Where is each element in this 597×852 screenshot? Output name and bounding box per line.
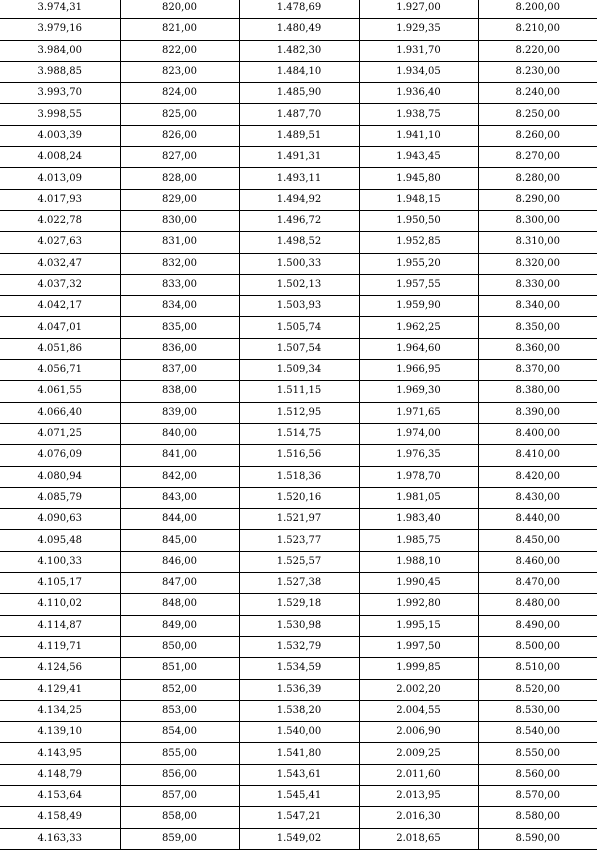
- table-cell: 1.945,80: [359, 168, 478, 189]
- table-row: [0, 445, 597, 466]
- table-row: [0, 61, 597, 82]
- table-cell: 1.521,97: [239, 509, 359, 530]
- table-cell: 1.934,05: [359, 61, 478, 82]
- table-cell: 829,00: [120, 189, 239, 210]
- table-row: [0, 40, 597, 61]
- table-cell: 2.004,55: [359, 700, 478, 721]
- table-cell: 826,00: [120, 125, 239, 146]
- table-cell: 4.143,95: [0, 743, 120, 764]
- table-cell: 1.527,38: [239, 573, 359, 594]
- table-row: [0, 360, 597, 381]
- table-cell: 1.992,80: [359, 594, 478, 615]
- table-cell: 8.230,00: [478, 61, 597, 82]
- table-cell: 4.153,64: [0, 785, 120, 806]
- table-cell: 1.509,34: [239, 360, 359, 381]
- table-row: [0, 253, 597, 274]
- table-row: [0, 189, 597, 210]
- table-cell: 4.017,93: [0, 189, 120, 210]
- table-cell: 8.290,00: [478, 189, 597, 210]
- table-cell: 1.950,50: [359, 210, 478, 231]
- table-row: [0, 487, 597, 508]
- table-row: [0, 83, 597, 104]
- table-cell: 1.541,80: [239, 743, 359, 764]
- table-cell: 840,00: [120, 423, 239, 444]
- table-cell: 835,00: [120, 317, 239, 338]
- table-cell: 8.460,00: [478, 551, 597, 572]
- table-cell: 1.518,36: [239, 466, 359, 487]
- table-cell: 832,00: [120, 253, 239, 274]
- table-row: [0, 210, 597, 231]
- table-row: [0, 636, 597, 657]
- table-cell: 849,00: [120, 615, 239, 636]
- table-cell: 854,00: [120, 722, 239, 743]
- table-row: [0, 658, 597, 679]
- table-cell: 4.129,41: [0, 679, 120, 700]
- table-cell: 3.998,55: [0, 104, 120, 125]
- table-cell: 1.496,72: [239, 210, 359, 231]
- table-cell: 8.450,00: [478, 530, 597, 551]
- table-cell: 1.545,41: [239, 785, 359, 806]
- table-row: [0, 232, 597, 253]
- table-cell: 8.440,00: [478, 509, 597, 530]
- table-cell: 1.941,10: [359, 125, 478, 146]
- table-cell: 3.993,70: [0, 83, 120, 104]
- table-row: [0, 828, 597, 849]
- table-row: [0, 296, 597, 317]
- table-cell: 8.360,00: [478, 338, 597, 359]
- table-cell: 850,00: [120, 636, 239, 657]
- table-row: [0, 509, 597, 530]
- table-cell: 834,00: [120, 296, 239, 317]
- table-row: [0, 785, 597, 806]
- table-cell: 8.490,00: [478, 615, 597, 636]
- table-cell: 851,00: [120, 658, 239, 679]
- table-cell: 1.959,90: [359, 296, 478, 317]
- table-row: [0, 402, 597, 423]
- table-cell: 1.983,40: [359, 509, 478, 530]
- table-cell: 8.260,00: [478, 125, 597, 146]
- table-row: [0, 381, 597, 402]
- table-cell: 8.430,00: [478, 487, 597, 508]
- table-cell: 2.009,25: [359, 743, 478, 764]
- table-cell: 845,00: [120, 530, 239, 551]
- table-cell: 2.006,90: [359, 722, 478, 743]
- table-cell: 8.480,00: [478, 594, 597, 615]
- table-cell: 1.948,15: [359, 189, 478, 210]
- table-row: [0, 551, 597, 572]
- table-cell: 1.929,35: [359, 19, 478, 40]
- table-cell: 4.042,17: [0, 296, 120, 317]
- table-cell: 8.370,00: [478, 360, 597, 381]
- table-cell: 1.493,11: [239, 168, 359, 189]
- table-cell: 1.505,74: [239, 317, 359, 338]
- table-cell: 1.931,70: [359, 40, 478, 61]
- table-row: [0, 466, 597, 487]
- table-cell: 1.971,65: [359, 402, 478, 423]
- table-cell: 848,00: [120, 594, 239, 615]
- table-cell: 1.927,00: [359, 0, 478, 19]
- table-cell: 821,00: [120, 19, 239, 40]
- table-row: [0, 104, 597, 125]
- table-row: [0, 573, 597, 594]
- table-row: [0, 338, 597, 359]
- table-cell: 823,00: [120, 61, 239, 82]
- table-cell: 4.032,47: [0, 253, 120, 274]
- table-cell: 4.008,24: [0, 147, 120, 168]
- table-cell: 4.027,63: [0, 232, 120, 253]
- table-cell: 1.955,20: [359, 253, 478, 274]
- table-cell: 4.056,71: [0, 360, 120, 381]
- table-row: [0, 530, 597, 551]
- table-cell: 1.512,95: [239, 402, 359, 423]
- table-cell: 8.380,00: [478, 381, 597, 402]
- table-cell: 1.525,57: [239, 551, 359, 572]
- table-cell: 852,00: [120, 679, 239, 700]
- table-cell: 4.085,79: [0, 487, 120, 508]
- table-cell: 8.410,00: [478, 445, 597, 466]
- table-cell: 4.100,33: [0, 551, 120, 572]
- table-cell: 1.952,85: [359, 232, 478, 253]
- table-cell: 8.220,00: [478, 40, 597, 61]
- table-cell: 1.530,98: [239, 615, 359, 636]
- table-cell: 8.390,00: [478, 402, 597, 423]
- table-cell: 4.148,79: [0, 764, 120, 785]
- table-cell: 1.478,69: [239, 0, 359, 19]
- table-cell: 833,00: [120, 274, 239, 295]
- table-cell: 1.978,70: [359, 466, 478, 487]
- table-cell: 827,00: [120, 147, 239, 168]
- table-cell: 1.534,59: [239, 658, 359, 679]
- table-cell: 8.420,00: [478, 466, 597, 487]
- table-cell: 4.090,63: [0, 509, 120, 530]
- table-cell: 1.938,75: [359, 104, 478, 125]
- table-row: [0, 615, 597, 636]
- table-cell: 1.997,50: [359, 636, 478, 657]
- table-cell: 4.119,71: [0, 636, 120, 657]
- table-cell: 8.270,00: [478, 147, 597, 168]
- table-cell: 8.240,00: [478, 83, 597, 104]
- table-cell: 856,00: [120, 764, 239, 785]
- table-cell: 1.536,39: [239, 679, 359, 700]
- table-cell: 1.520,16: [239, 487, 359, 508]
- table-row: [0, 722, 597, 743]
- table-cell: 4.066,40: [0, 402, 120, 423]
- table-cell: 4.080,94: [0, 466, 120, 487]
- table-cell: 822,00: [120, 40, 239, 61]
- table-cell: 1.503,93: [239, 296, 359, 317]
- table-cell: 837,00: [120, 360, 239, 381]
- table-cell: 4.013,09: [0, 168, 120, 189]
- table-cell: 838,00: [120, 381, 239, 402]
- table-cell: 1.491,31: [239, 147, 359, 168]
- table-row: [0, 168, 597, 189]
- table-cell: 4.134,25: [0, 700, 120, 721]
- table-cell: 4.076,09: [0, 445, 120, 466]
- table-cell: 1.943,45: [359, 147, 478, 168]
- table-row: [0, 764, 597, 785]
- table-cell: 2.011,60: [359, 764, 478, 785]
- table-cell: 8.210,00: [478, 19, 597, 40]
- table-cell: 1.957,55: [359, 274, 478, 295]
- table-cell: 859,00: [120, 828, 239, 849]
- table-cell: 8.550,00: [478, 743, 597, 764]
- table-cell: 836,00: [120, 338, 239, 359]
- table-cell: 8.590,00: [478, 828, 597, 849]
- table-cell: 8.320,00: [478, 253, 597, 274]
- table-cell: 828,00: [120, 168, 239, 189]
- table-cell: 4.047,01: [0, 317, 120, 338]
- table-cell: 2.016,30: [359, 807, 478, 828]
- table-cell: 1.532,79: [239, 636, 359, 657]
- table-cell: 1.514,75: [239, 423, 359, 444]
- table-cell: 2.018,65: [359, 828, 478, 849]
- table-cell: 8.570,00: [478, 785, 597, 806]
- table-cell: 1.981,05: [359, 487, 478, 508]
- table-cell: 1.543,61: [239, 764, 359, 785]
- table-cell: 4.037,32: [0, 274, 120, 295]
- table-cell: 4.061,55: [0, 381, 120, 402]
- table-cell: 4.095,48: [0, 530, 120, 551]
- table-cell: 1.974,00: [359, 423, 478, 444]
- table-cell: 8.300,00: [478, 210, 597, 231]
- table-cell: 1.538,20: [239, 700, 359, 721]
- table-cell: 8.350,00: [478, 317, 597, 338]
- table-cell: 844,00: [120, 509, 239, 530]
- table-cell: 1.976,35: [359, 445, 478, 466]
- table-cell: 1.529,18: [239, 594, 359, 615]
- table-cell: 2.013,95: [359, 785, 478, 806]
- table-row: [0, 423, 597, 444]
- table-cell: 842,00: [120, 466, 239, 487]
- table-row: [0, 125, 597, 146]
- table-cell: 1.936,40: [359, 83, 478, 104]
- table-cell: 831,00: [120, 232, 239, 253]
- table-cell: 4.124,56: [0, 658, 120, 679]
- table-cell: 847,00: [120, 573, 239, 594]
- table-cell: 4.139,10: [0, 722, 120, 743]
- table-cell: 8.280,00: [478, 168, 597, 189]
- table-cell: 8.330,00: [478, 274, 597, 295]
- table-cell: 1.485,90: [239, 83, 359, 104]
- table-cell: 825,00: [120, 104, 239, 125]
- table-cell: 3.988,85: [0, 61, 120, 82]
- table-cell: 8.200,00: [478, 0, 597, 19]
- table-row: [0, 274, 597, 295]
- table-cell: 8.580,00: [478, 807, 597, 828]
- table-cell: 1.480,49: [239, 19, 359, 40]
- table-row: [0, 147, 597, 168]
- table-cell: 3.979,16: [0, 19, 120, 40]
- table-cell: 1.487,70: [239, 104, 359, 125]
- table-row: [0, 19, 597, 40]
- table-cell: 4.105,17: [0, 573, 120, 594]
- table-row: [0, 807, 597, 828]
- table-cell: 8.530,00: [478, 700, 597, 721]
- table-cell: 8.560,00: [478, 764, 597, 785]
- table-cell: 3.974,31: [0, 0, 120, 19]
- table-cell: 1.498,52: [239, 232, 359, 253]
- table-cell: 1.962,25: [359, 317, 478, 338]
- table-cell: 4.163,33: [0, 828, 120, 849]
- table-row: [0, 700, 597, 721]
- table-row: [0, 594, 597, 615]
- table-cell: 4.051,86: [0, 338, 120, 359]
- table-cell: 8.470,00: [478, 573, 597, 594]
- table-cell: 1.995,15: [359, 615, 478, 636]
- table-cell: 1.511,15: [239, 381, 359, 402]
- table-cell: 1.500,33: [239, 253, 359, 274]
- table-cell: 1.523,77: [239, 530, 359, 551]
- table-cell: 1.964,60: [359, 338, 478, 359]
- table-cell: 2.002,20: [359, 679, 478, 700]
- table-cell: 4.071,25: [0, 423, 120, 444]
- table-cell: 4.110,02: [0, 594, 120, 615]
- table-cell: 1.549,02: [239, 828, 359, 849]
- table-cell: 1.489,51: [239, 125, 359, 146]
- table-row: [0, 679, 597, 700]
- table-cell: 1.484,10: [239, 61, 359, 82]
- table-cell: 1.494,92: [239, 189, 359, 210]
- table-cell: 858,00: [120, 807, 239, 828]
- table-cell: 1.990,45: [359, 573, 478, 594]
- table-row: [0, 743, 597, 764]
- table-cell: 4.114,87: [0, 615, 120, 636]
- table-cell: 846,00: [120, 551, 239, 572]
- table-cell: 8.250,00: [478, 104, 597, 125]
- table-cell: 1.540,00: [239, 722, 359, 743]
- table-cell: 3.984,00: [0, 40, 120, 61]
- table-cell: 1.999,85: [359, 658, 478, 679]
- table-cell: 830,00: [120, 210, 239, 231]
- table-cell: 820,00: [120, 0, 239, 19]
- table-cell: 1.547,21: [239, 807, 359, 828]
- table-cell: 824,00: [120, 83, 239, 104]
- table-cell: 1.969,30: [359, 381, 478, 402]
- table-cell: 843,00: [120, 487, 239, 508]
- table-cell: 1.502,13: [239, 274, 359, 295]
- table-cell: 1.482,30: [239, 40, 359, 61]
- table-cell: 4.022,78: [0, 210, 120, 231]
- table-cell: 4.158,49: [0, 807, 120, 828]
- table-cell: 1.966,95: [359, 360, 478, 381]
- table-cell: 853,00: [120, 700, 239, 721]
- table-cell: 1.988,10: [359, 551, 478, 572]
- table-cell: 8.400,00: [478, 423, 597, 444]
- table-cell: 8.310,00: [478, 232, 597, 253]
- table-cell: 4.003,39: [0, 125, 120, 146]
- table-cell: 8.540,00: [478, 722, 597, 743]
- table-cell: 839,00: [120, 402, 239, 423]
- table-row: [0, 317, 597, 338]
- table-cell: 857,00: [120, 785, 239, 806]
- table-cell: 1.516,56: [239, 445, 359, 466]
- table-cell: 855,00: [120, 743, 239, 764]
- table-cell: 8.510,00: [478, 658, 597, 679]
- table-cell: 8.340,00: [478, 296, 597, 317]
- table-cell: 8.520,00: [478, 679, 597, 700]
- table-row: [0, 0, 597, 19]
- table-cell: 1.507,54: [239, 338, 359, 359]
- table-cell: 841,00: [120, 445, 239, 466]
- table-cell: 8.500,00: [478, 636, 597, 657]
- table-cell: 1.985,75: [359, 530, 478, 551]
